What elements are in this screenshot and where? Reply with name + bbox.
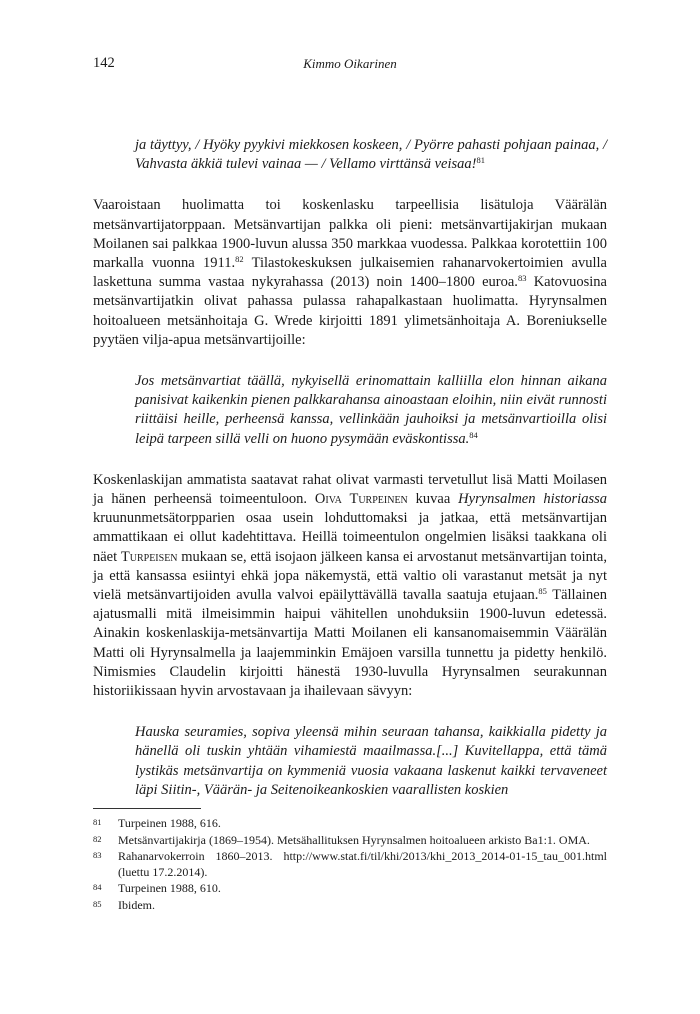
author-name: Oiva Turpeinen bbox=[314, 491, 408, 508]
footnote bbox=[93, 833, 607, 849]
paragraph-text: Tilastokeskuksen julkaisemien rahanarvokertoimien avulla laskettuna summa vastaa nykyrahassa (2013) noin 1400–1800 euroa. bbox=[93, 255, 607, 291]
paragraph-text: Tällainen ajatusmalli mitä ilmeisimmin haipui vähitellen unohduksiin 1900-luvun edetessä. Ainakin koskenlaskija-metsänvartija Matti Moilanen eli kansanomaisemmin Väärälän Matti oli Hyrynsalmella ja laajemminkin Emäjoen varsilla tunnettu ja pidetty henkilö. Nimismies Claudelin kirjoitti hänestä 1930-luvulla Hyrynsalmen seurakunnan historiikissaan hyvin arvostavaan ja ihailevaan sävyyn: bbox=[93, 587, 607, 700]
footnote bbox=[93, 849, 607, 880]
paragraph-text: Vaaroistaan huolimatta toi koskenlasku tarpeellisia lisätuloja Väärälän metsänvartijatorppaan. Metsänvartijan palkka oli pieni: metsänvartijakirjan mukaan Moilanen sai palkkaa 1900-luvun alussa 350 markkaa vuodessa. Palkkaa korotettiin 100 markalla vuonna 1911. bbox=[93, 197, 607, 272]
paragraph-text: Katovuosina metsänvartijatkin olivat pahassa pulassa rahapalkastaan huolimatta. Hyrynsalmen hoitoalueen metsänhoitaja G. Wrede kirjoitti 1891 ylimetsänhoitaja A. Boreniukselle pyytäen vilja-apua metsänvartijoille: bbox=[93, 274, 607, 348]
footnote-number: 85 bbox=[93, 898, 102, 909]
footnote-divider bbox=[93, 808, 201, 809]
footnote-text: Ibidem. bbox=[118, 897, 155, 912]
footnote-text: Turpeinen 1988, 610. bbox=[118, 881, 221, 895]
paragraph-text: kruununmetsätorpparien osaa usein lohduttomaksi ja jatkaa, että metsänvartijan ammattikaan ei ollut kadehtittava. Heillä toimeentulon ongelmien lisäksi taakkana oli näet bbox=[93, 510, 607, 565]
footnote-text: Metsänvartijakirja (1869–1954). Metsähallituksen Hyrynsalmen hoitoalueen arkisto Ba1:1. OMA. bbox=[118, 832, 590, 847]
paragraph-text: Koskenlaskijan ammatista saatavat rahat olivat varmasti tervetullut lisä Matti Moilasen ja hänen perheensä toimeentuloon. bbox=[93, 471, 607, 508]
footnote-text: Turpeinen 1988, 616. bbox=[118, 816, 221, 830]
footnote bbox=[93, 898, 607, 914]
footnote-text: Rahanarvokerroin 1860–2013. http://www.stat.fi/til/khi/2013/khi_2013_2014-01-15_tau_001.html (luettu 17.2.2014). bbox=[118, 849, 607, 879]
running-title: Kimmo Oikarinen bbox=[303, 56, 397, 71]
footnote-number: 83 bbox=[93, 850, 102, 860]
block-quote bbox=[135, 136, 607, 174]
footnote-ref[interactable]: 81 bbox=[476, 155, 485, 166]
footnote-number: 82 bbox=[93, 833, 102, 844]
block-quote bbox=[135, 723, 607, 800]
page-header bbox=[93, 55, 607, 73]
paragraph-text: mukaan se, että isojaon jälkeen kansa ei arvostanut metsänvartijan tointa, ja että kansassa esiintyi ehkä jopa näkemystä, että valtio oli varastanut metsät ja nyt vielä metsänvartijoiden avulla valvoi epäilyttävällä tavalla saatuja etujaan. bbox=[93, 548, 607, 604]
footnote-ref[interactable]: 83 bbox=[517, 273, 527, 284]
footnote bbox=[93, 881, 607, 897]
book-title: Hyrynsalmen historiassa bbox=[458, 491, 607, 508]
page-number: 142 bbox=[93, 55, 115, 71]
footnote bbox=[93, 816, 607, 832]
footnote-number: 81 bbox=[93, 817, 102, 827]
paragraph bbox=[93, 196, 607, 350]
block-quote bbox=[135, 372, 607, 449]
footnote-number: 84 bbox=[93, 882, 102, 892]
footnote-ref[interactable]: 84 bbox=[469, 429, 478, 440]
quote-text: ja täyttyy, / Hyöky pyykivi miekkosen koskeen, / Pyörre pahasti pohjaan painaa, / Vahvasta äkkiä tulevi vainaa — / Vellamo virttänsä veisaa! bbox=[135, 137, 607, 173]
footnote-ref[interactable]: 85 bbox=[538, 586, 547, 597]
paragraph bbox=[93, 471, 607, 701]
quote-text: Hauska seuramies, sopiva yleensä mihin seuraan tahansa, kaikkialla pidetty ja hänellä oli tuskin yhtään vihamiestä maailmassa.[...] Kuvitellappa, että tämä lystikäs metsänvartija on kymmeniä vuosia vakaana laskenut kaikki tervaveneet läpi Siitin-, Väärän- ja Seitenoikeankoskien vaarallisten koskien bbox=[135, 724, 607, 798]
author-name: Turpeisen bbox=[120, 548, 178, 565]
paragraph-text: kuvaa bbox=[407, 491, 459, 508]
footnotes bbox=[93, 808, 607, 914]
footnote-ref[interactable]: 82 bbox=[235, 254, 244, 265]
main-text bbox=[93, 136, 607, 822]
quote-text: Jos metsänvartiat täällä, nykyisellä erinomattain kalliilla elon hinnan aikana panisivat kaikenkin pienen palkkarahansa ainoastaan eloihin, niin eivät runnosti riittäisi heille, perheensä kanssa, vellinkään jauhoiksi ja metsänvartioilla olisi leipä tarpeen sillä velli on huono pysymään eväskontissa. bbox=[135, 373, 607, 447]
